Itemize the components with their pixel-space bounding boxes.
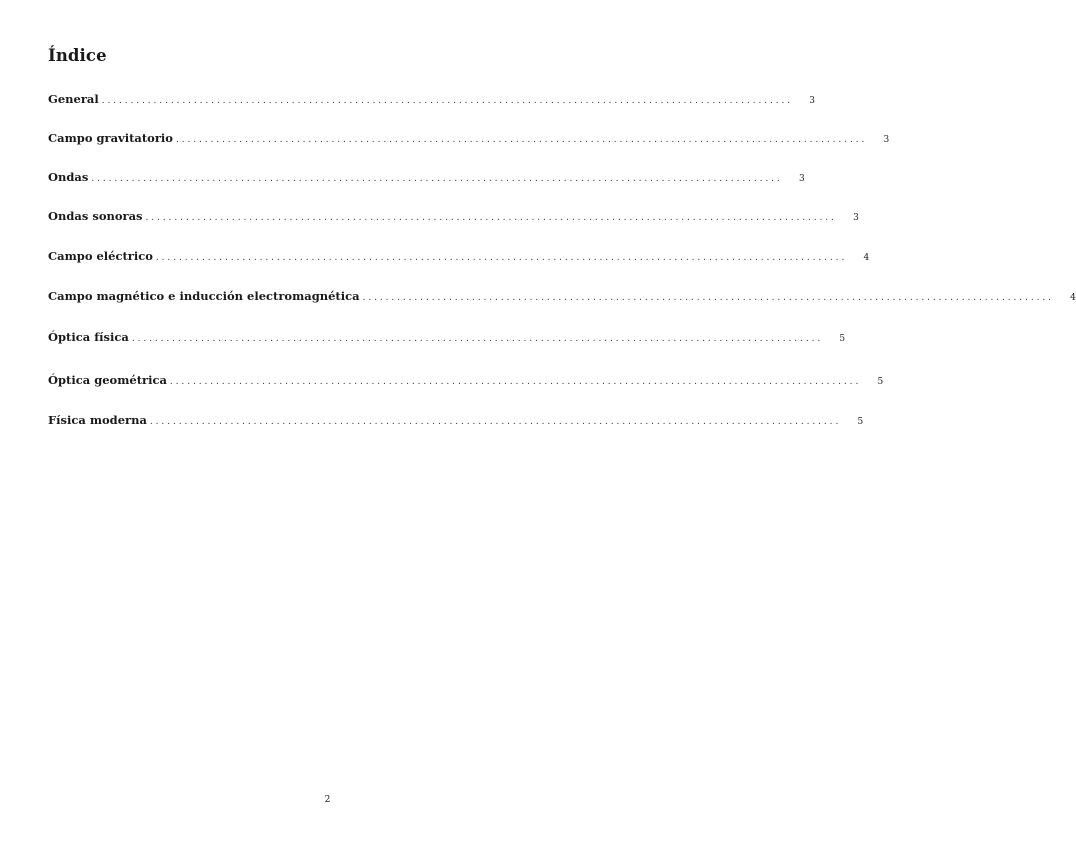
toc-entry-label: Física moderna (48, 413, 147, 427)
toc-leader-dots: ........................................................................................................................ (169, 377, 862, 387)
toc-leader-dots: ........................................................................................................................ (149, 417, 842, 427)
toc-leader-dots: ........................................................................................................................ (362, 293, 1054, 303)
toc-leader-dots: ........................................................................................................................ (101, 96, 794, 106)
toc-entry-page: 3 (883, 135, 890, 145)
toc-entry-page: 5 (839, 334, 846, 344)
toc-entry-label: General (48, 92, 99, 106)
toc-entry-label: Óptica física (48, 330, 129, 344)
toc-entry-page: 3 (809, 96, 816, 106)
toc-entry-general[interactable] (48, 91, 816, 107)
toc-entry-page: 4 (1070, 293, 1076, 303)
toc-leader-dots: ........................................................................................................................ (91, 174, 783, 184)
toc-entry-page: 5 (877, 377, 884, 387)
toc-entry-ondas[interactable] (48, 169, 805, 185)
toc-entry-optica-fisica[interactable] (48, 329, 846, 345)
toc-entry-page: 5 (857, 417, 864, 427)
toc-entry-campo-electrico[interactable] (48, 248, 870, 264)
toc-leader-dots: ........................................................................................................................ (145, 213, 837, 223)
toc-leader-dots: ........................................................................................................................ (175, 135, 868, 145)
toc-entry-label: Ondas (48, 170, 89, 184)
toc-entry-label: Campo magnético e inducción electromagnética (48, 289, 360, 303)
toc-entry-fisica-moderna[interactable] (48, 412, 864, 428)
toc-entry-optica-geometrica[interactable] (48, 372, 884, 388)
toc-entry-label: Óptica geométrica (48, 373, 167, 387)
toc-leader-dots: ........................................................................................................................ (131, 334, 824, 344)
toc-leader-dots: ........................................................................................................................ (155, 253, 848, 263)
toc-entry-label: Campo gravitatorio (48, 131, 173, 145)
toc-entry-campo-magnetico[interactable] (48, 288, 1076, 304)
toc-entry-label: Ondas sonoras (48, 209, 143, 223)
toc-entry-ondas-sonoras[interactable] (48, 208, 859, 224)
toc-entry-page: 4 (863, 253, 870, 263)
page-number: 2 (324, 795, 331, 805)
toc-entry-campo-gravitatorio[interactable] (48, 130, 890, 146)
toc-entry-page: 3 (798, 174, 805, 184)
toc-entry-page: 3 (853, 213, 859, 223)
toc-heading: Índice (48, 46, 107, 65)
toc-entry-label: Campo eléctrico (48, 249, 153, 263)
